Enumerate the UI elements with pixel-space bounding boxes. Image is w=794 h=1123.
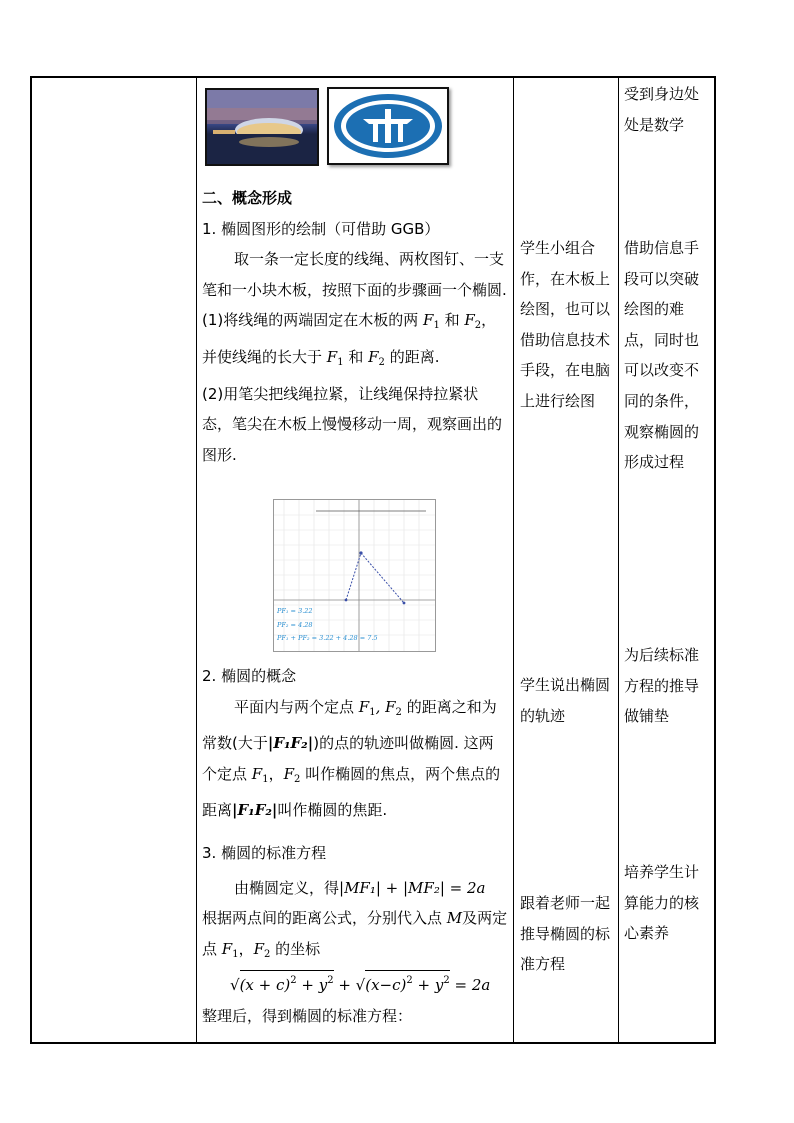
standard-equation-block	[202, 838, 508, 1032]
column-divider-1	[196, 76, 197, 1044]
graph-pf1: PF₁ = 3.22	[277, 607, 313, 615]
column-divider-3	[618, 76, 619, 1044]
column-divider-2	[513, 76, 514, 1044]
distance-equation: $√(x + c)^2 + y^2 + √(x-c)^2 + y^2 = 2a$	[202, 970, 508, 1001]
item3-title: 3. 椭圆的标准方程	[202, 844, 327, 862]
definition-equation: 由椭圆定义，得|MF₁| + |MF₂| = 2a	[234, 878, 486, 897]
design-intent-3: 培养学生计算能力的核心素养	[624, 863, 700, 943]
graph-readout	[277, 605, 378, 646]
ellipse-definition: 平面内与两个定点 $F_1$, $F_2$ 的距离之和为常数(大于|F₁F₂|)的点的轨迹叫做椭圆. 这两个定点 $F_1$，$F_2$ 叫作椭圆的焦点，两个焦点的距离|F₁F₂|叫作椭圆的焦距.	[202, 697, 501, 820]
item1-title: 1. 椭圆图形的绘制（可借助 GGB）	[202, 219, 440, 238]
design-intent-1: 借助信息手段可以突破绘图的难点，同时也可以改变不同的条件，观察椭圆的形成过程	[624, 239, 700, 472]
final-step-text: 整理后，得到椭圆的标准方程：	[202, 1006, 413, 1025]
design-intent-2: 为后续标准方程的推导做铺垫	[624, 646, 700, 726]
step2-text: (2)用笔尖把线绳拉紧，让线绳保持拉紧状态，笔尖在木板上慢慢移动一周，观察画出的图形.	[202, 384, 503, 464]
stadium-photo	[205, 88, 319, 166]
concept-definition-block	[202, 661, 508, 826]
student-activity-3: 跟着老师一起推导椭圆的标准方程	[520, 894, 611, 974]
design-intent-0: 受到身边处处是数学	[624, 85, 700, 134]
graph-pf2: PF₂ = 4.28	[277, 620, 313, 629]
concept-heading-block	[202, 183, 508, 470]
step1-text: (1)将线绳的两端固定在木板的两 $F_1$ 和 $F_2$，并使线绳的长大于 $F_1$ 和 $F_2$ 的距离.	[202, 311, 497, 368]
student-activity-2: 学生说出椭圆的轨迹	[520, 676, 611, 725]
distance-formula-text: 根据两点间的距离公式，分别代入点 M及两定点 $F_1$，$F_2$ 的坐标	[202, 909, 508, 960]
student-activity-1: 学生小组合作，在木板上绘图，也可以借助信息技术手段，在电脑上进行绘图	[520, 239, 611, 410]
item1-paragraph: 取一条一定长度的线绳、两枚图钉、一支笔和一小块木板，按照下面的步骤画一个椭圆.	[202, 250, 507, 299]
section-heading: 二、概念形成	[202, 189, 293, 207]
faw-logo	[327, 87, 449, 165]
graph-sum: PF₁ + PF₂ = 3.22 + 4.28 = 7.5	[277, 634, 378, 642]
item2-title: 2. 椭圆的概念	[202, 667, 297, 685]
